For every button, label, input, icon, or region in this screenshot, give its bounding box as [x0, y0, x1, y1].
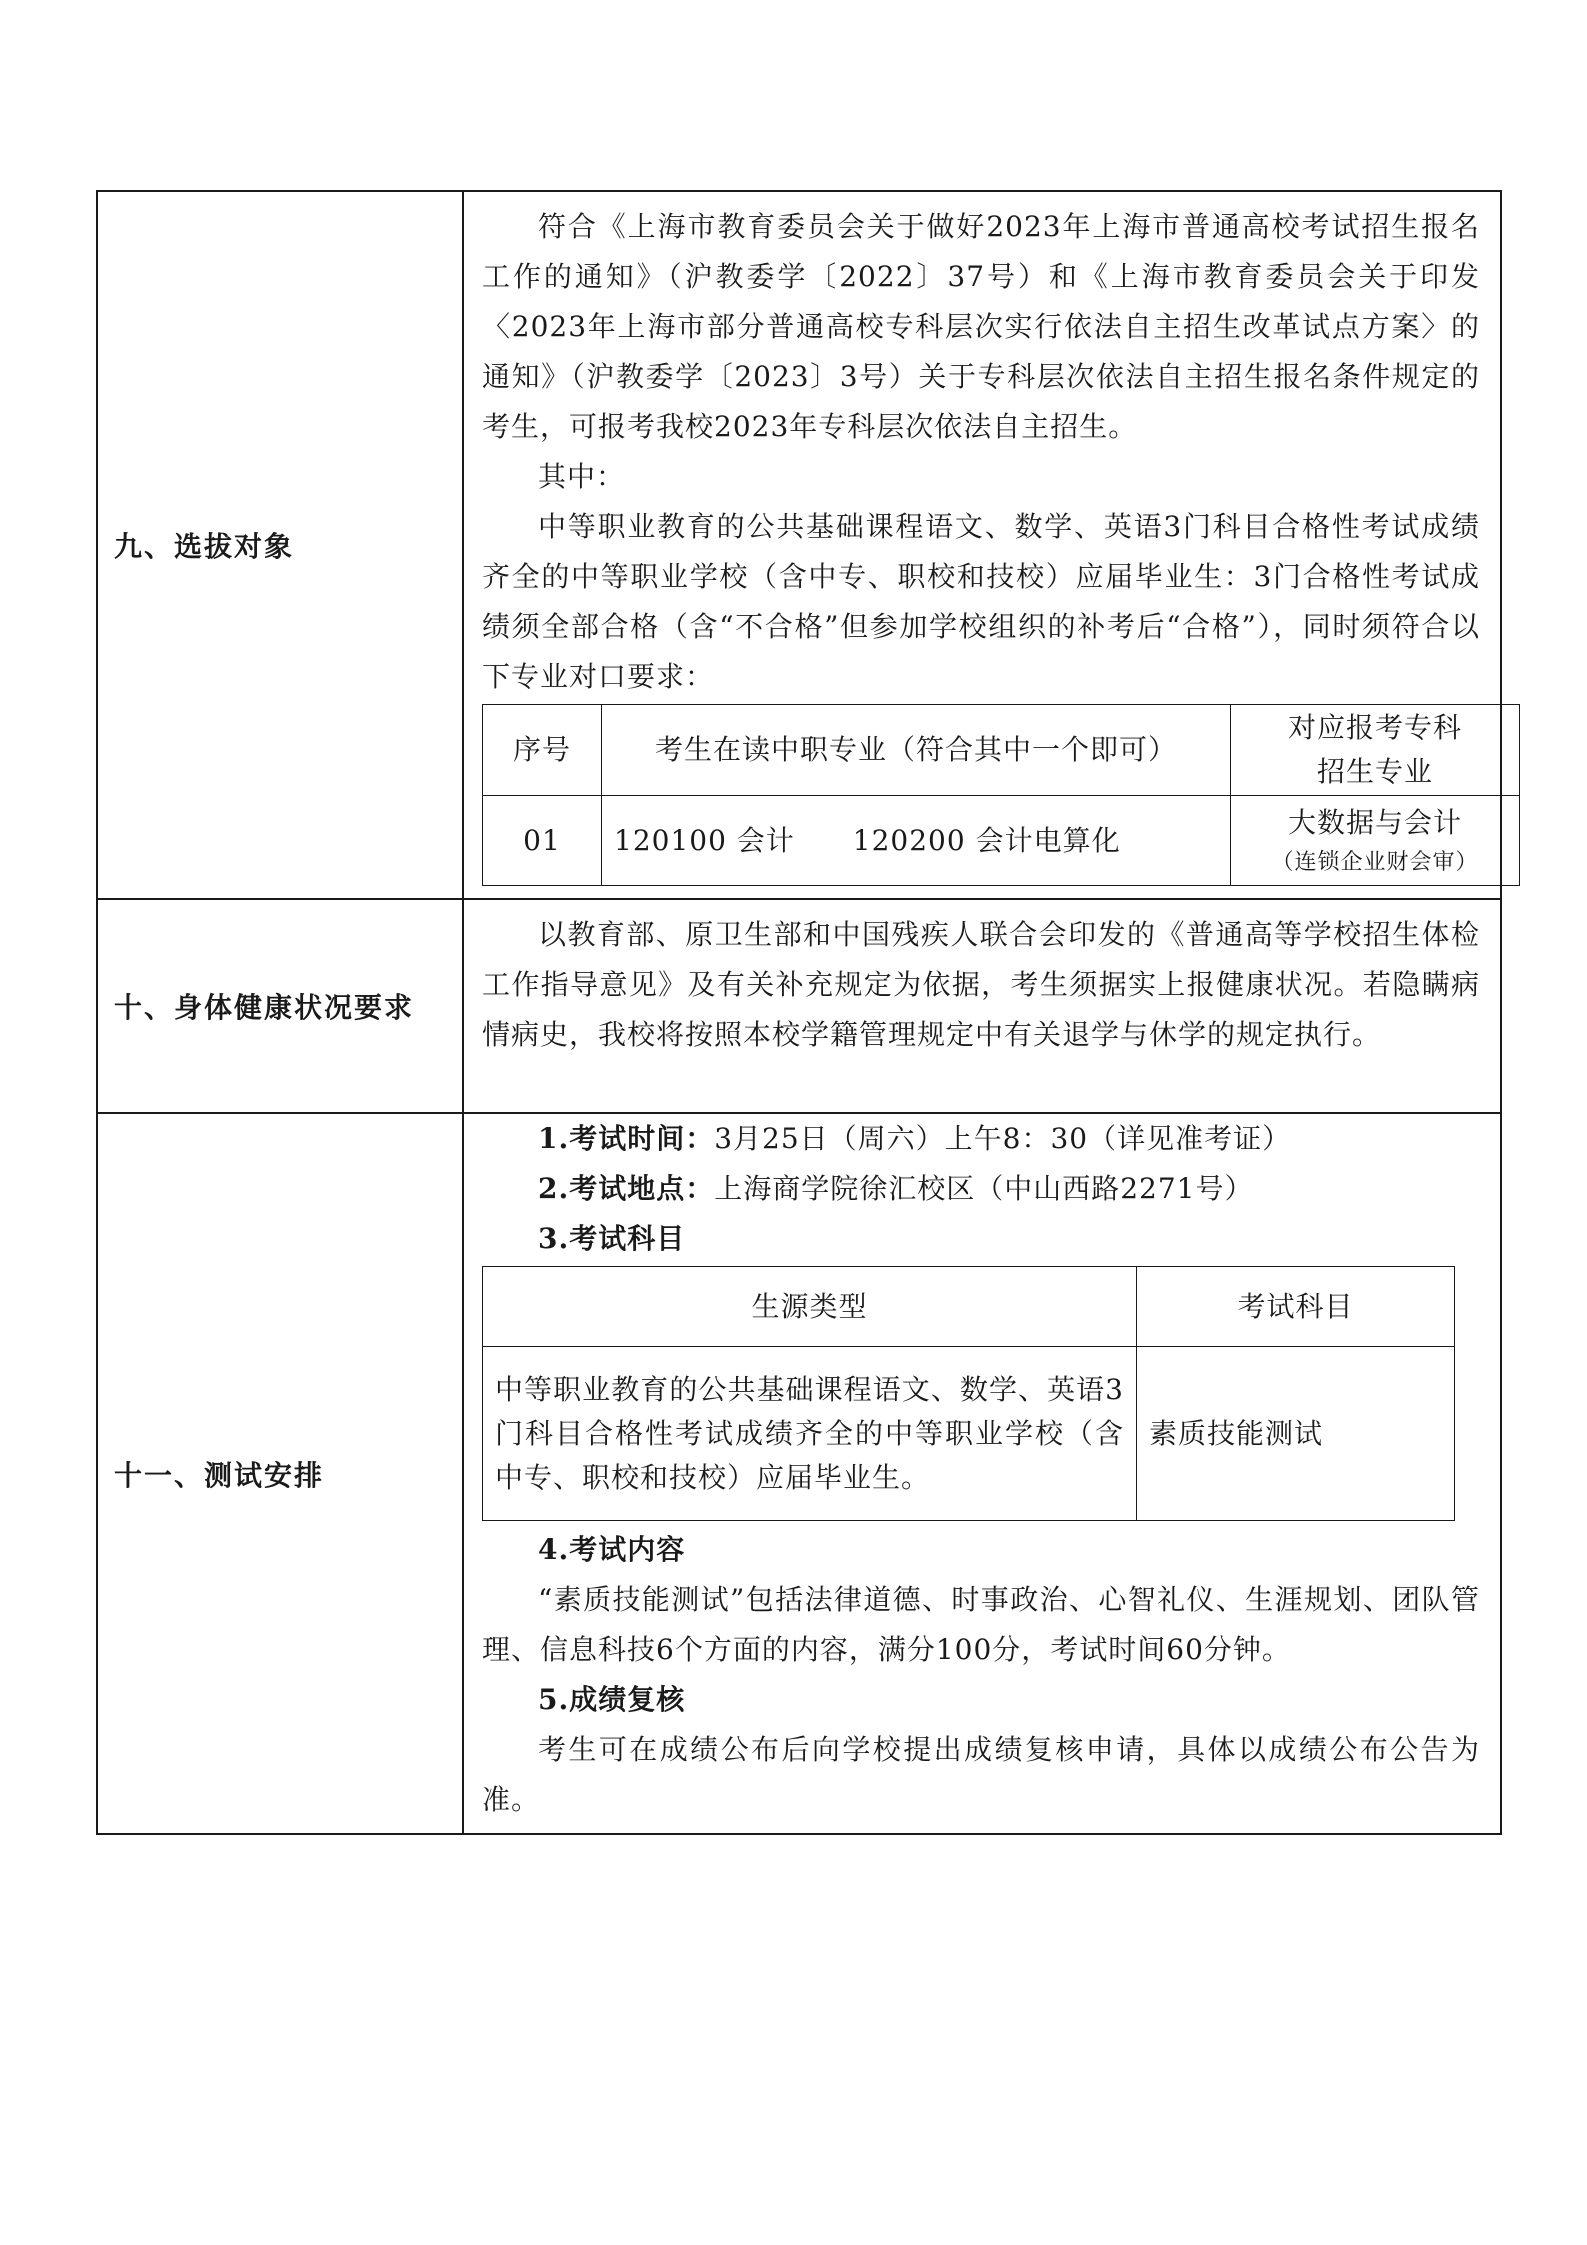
section-row-selection-target	[97, 191, 1501, 899]
major-matching-table	[482, 704, 1520, 886]
score-review-paragraph: 考生可在成绩公布后向学校提出成绩复核申请，具体以成绩公布公告为准。	[482, 1733, 1480, 1816]
note-intro: 其中：	[538, 460, 626, 493]
vocational-requirement-paragraph: 中等职业教育的公共基础课程语文、数学、英语3门科目合格性考试成绩齐全的中等职业学校（含中专、职校和技校）应届毕业生：3门合格性考试成绩须全部合格（含“不合格”但参加学校组织的补考后“合格”），同时须符合以下专业对口要求：	[482, 510, 1480, 693]
exam-time-value: 3月25日（周六）上午8：30（详见准考证）	[714, 1122, 1292, 1155]
cell-current-majors: 120100 会计 120200 会计电算化	[602, 796, 1231, 886]
header-cell-target-major: 对应报考专科招生专业	[1231, 705, 1520, 796]
section-content	[463, 191, 1501, 899]
exam-content-heading: 4.考试内容	[538, 1533, 686, 1566]
header-cell-exam-subject: 考试科目	[1137, 1267, 1455, 1347]
header-cell-current-major: 考生在读中职专业（符合其中一个即可）	[602, 705, 1231, 796]
target-major-name: 大数据与会计	[1287, 805, 1462, 839]
exam-place-line	[482, 1164, 1480, 1214]
health-paragraph: 以教育部、原卫生部和中国残疾人联合会印发的《普通高等学校招生体检工作指导意见》及有关补充规定为依据，考生须据实上报健康状况。若隐瞒病情病史，我校将按照本校学籍管理规定中有关退学与休学的规定执行。	[482, 918, 1480, 1051]
section-label: 十、身体健康状况要求	[97, 899, 463, 1113]
exam-subjects-heading: 3.考试科目	[538, 1222, 686, 1255]
section-content	[463, 899, 1501, 1113]
section-row-test-arrangement	[97, 1113, 1501, 1834]
header-cell-source-type: 生源类型	[483, 1267, 1137, 1347]
eligibility-paragraph: 符合《上海市教育委员会关于做好2023年上海市普通高校考试招生报名工作的通知》（沪教委学〔2022〕37号）和《上海市教育委员会关于印发〈2023年上海市部分普通高校专科层次实行依法自主招生改革试点方案〉的通知》（沪教委学〔2023〕3号）关于专科层次依法自主招生报名条件规定的考生，可报考我校2023年专科层次依法自主招生。	[482, 210, 1480, 443]
table-header-row	[483, 705, 1520, 796]
exam-time-line	[482, 1114, 1480, 1164]
score-review-heading: 5.成绩复核	[538, 1683, 686, 1716]
table-header-row	[483, 1267, 1455, 1347]
exam-content-paragraph: “素质技能测试”包括法律道德、时事政治、心智礼仪、生涯规划、团队管理、信息科技6个方面的内容，满分100分，考试时间60分钟。	[482, 1583, 1480, 1666]
cell-no: 01	[483, 796, 602, 886]
header-cell-no: 序号	[483, 705, 602, 796]
table-row	[483, 796, 1520, 886]
cell-target-major	[1231, 796, 1520, 886]
section-label: 九、选拔对象	[97, 191, 463, 899]
exam-place-label: 2.考试地点：	[538, 1172, 715, 1205]
section-label: 十一、测试安排	[97, 1113, 463, 1834]
cell-source-type: 中等职业教育的公共基础课程语文、数学、英语3门科目合格性考试成绩齐全的中等职业学校（含中专、职校和技校）应届毕业生。	[483, 1347, 1137, 1521]
exam-subjects-table	[482, 1266, 1455, 1521]
exam-time-label: 1.考试时间：	[538, 1122, 715, 1155]
table-row	[483, 1347, 1455, 1521]
exam-place-value: 上海商学院徐汇校区（中山西路2271号）	[714, 1172, 1254, 1205]
section-row-health-requirements	[97, 899, 1501, 1113]
cell-exam-subject: 素质技能测试	[1137, 1347, 1455, 1521]
target-major-note: （连锁企业财会审）	[1271, 849, 1479, 875]
section-content	[463, 1113, 1501, 1834]
admission-info-table	[96, 190, 1502, 1835]
